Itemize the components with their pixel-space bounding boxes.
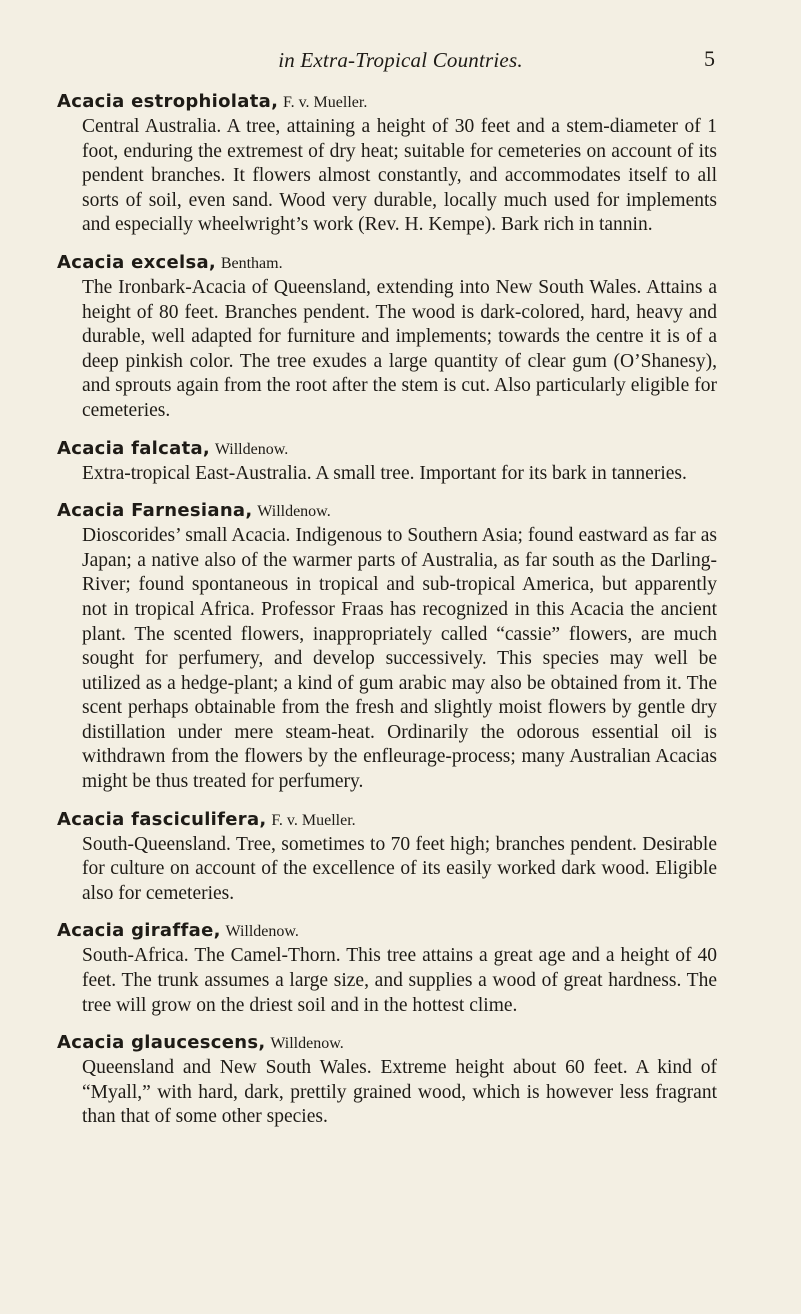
species-entry [57,90,717,238]
entry-heading [57,90,717,115]
species-authority: Bentham. [220,254,283,272]
species-authority: Willdenow. [225,923,299,941]
running-head [0,46,801,76]
species-entries [57,90,717,1143]
entry-description: South-Africa. The Camel-Thorn. This tree attains a great age and a height of 40 feet. The trunk assumes a large size, and supplies a wood of great hardness. The tree will grow on the driest soil and in the hottest clime. [82,945,717,1016]
species-entry [57,1031,717,1130]
entry-heading [57,919,717,944]
species-entry [57,251,717,424]
entry-description: Extra-tropical East-Australia. A small tree. Important for its bark in tanneries. [82,462,687,484]
species-entry [57,437,717,487]
entry-description: Central Australia. A tree, attaining a height of 30 feet and a stem-diameter of 1 foot, enduring the extremest of dry heat; suitable for cemeteries on account of its pendent branches. It flowers almost constantly, and accommodates itself to all sorts of soil, even sand. Wood very durable, locally much used for implements and especially wheelwright’s work (Rev. H. Kempe). Bark rich in tannin. [82,116,717,236]
entry-description: Dioscorides’ small Acacia. Indigenous to Southern Asia; found eastward as far as Japan; a native also of the warmer parts of Australia, as far south as the Darling-River; found spontaneous in tropical and sub-tropical America, but apparently not in tropical Africa. Professor Fraas has recognized in this Acacia the ancient plant. The scented flowers, inappropriately called “cassie” flowers, are much sought for perfumery, and develop successively. This species may well be utilized as a hedge-plant; a kind of gum arabic may also be obtained from it. The scent perhaps obtainable from the fresh and slightly moist flowers by gentle dry distillation under mere steam-heat. Ordinarily the odorous essential oil is withdrawn from the flowers by the enfleurage-process; many Australian Acacias might be thus treated for perfumery. [82,525,717,793]
species-authority: Willdenow. [257,503,331,521]
species-name: Acacia Farnesiana, [57,500,253,522]
species-authority: Willdenow. [270,1035,344,1053]
species-entry [57,499,717,795]
species-name: Acacia excelsa, [57,251,217,273]
species-entry [57,919,717,1018]
entry-heading [57,499,717,524]
species-name: Acacia estrophiolata, [57,91,279,112]
entry-heading [57,251,717,276]
entry-heading [57,808,717,833]
species-authority: F. v. Mueller. [271,811,356,829]
species-authority: F. v. Mueller. [282,94,368,111]
entry-description: Queensland and New South Wales. Extreme height about 60 feet. A kind of “Myall,” with hard, dark, prettily grained wood, which is however less fragrant than that of some other species. [82,1057,717,1128]
species-name: Acacia falcata, [57,437,211,459]
species-name: Acacia glaucescens, [57,1032,266,1054]
page-number: 5 [704,46,715,71]
species-authority: Willdenow. [214,440,289,458]
entry-description: South-Queensland. Tree, sometimes to 70 feet high; branches pendent. Desirable for culture on account of the excellence of its easily worked dark wood. Eligible also for cemeteries. [82,833,717,904]
species-name: Acacia giraffae, [57,920,221,942]
entry-heading [57,1031,717,1056]
entry-description: The Ironbark-Acacia of Queensland, extending into New South Wales. Attains a height of 80 feet. Branches pendent. The wood is dark-colored, hard, heavy and durable, well adapted for furniture and implements; towards the centre it is of a deep pinkish color. The tree exudes a large quantity of clear gum (O’Shanesy), and sprouts again from the root after the stem is cut. Also particularly eligible for cemeteries. [82,276,717,421]
species-entry [57,808,717,907]
entry-heading [57,437,717,462]
species-name: Acacia fasciculifera, [57,808,267,830]
running-title: in Extra-Tropical Countries. [278,48,523,72]
